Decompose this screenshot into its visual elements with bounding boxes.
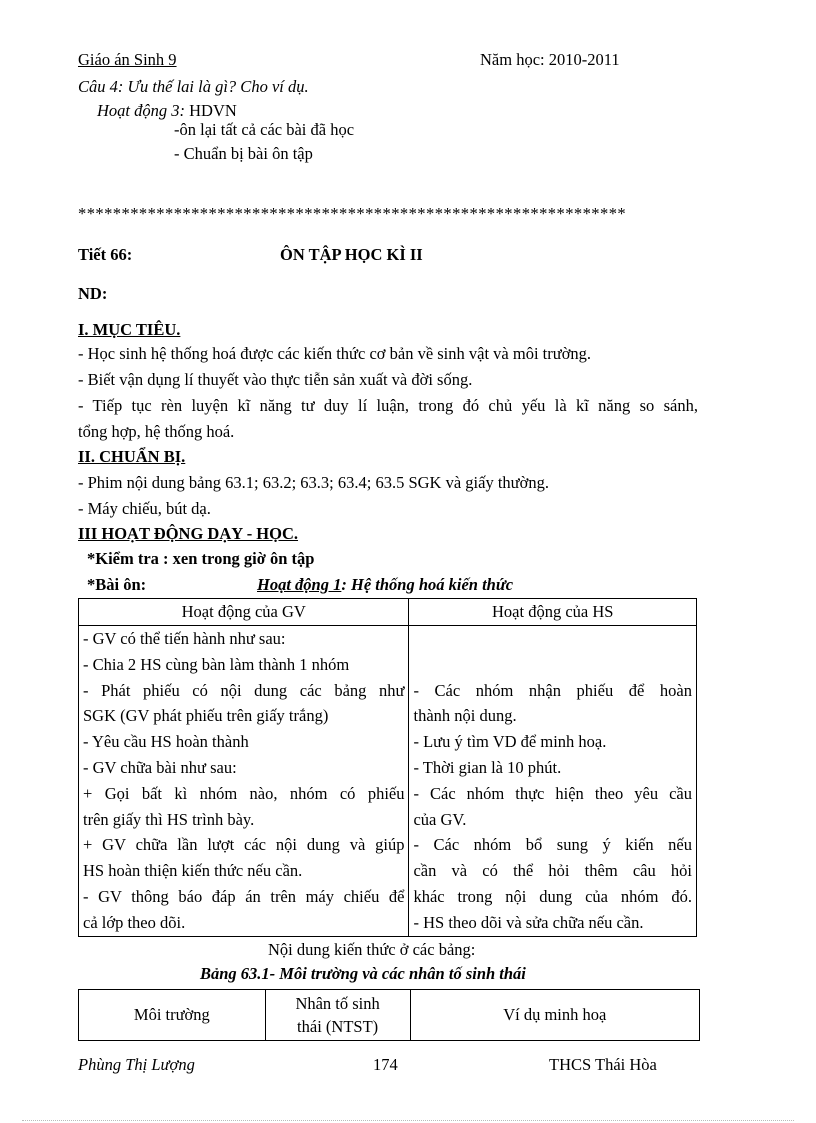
gv-line: - GV có thể tiến hành như sau: — [83, 629, 286, 648]
hs-line: - Các nhóm nhận phiếu để hoàn — [413, 680, 692, 700]
hs-line: - Thời gian là 10 phút. — [413, 757, 562, 777]
hs-line — [413, 626, 692, 652]
hs-line — [413, 652, 692, 678]
preparation-line: - Máy chiếu, bút dạ. — [78, 499, 211, 518]
hs-cell — [409, 626, 697, 937]
col-header-example: Ví dụ minh hoạ — [410, 990, 699, 1041]
nd-label: ND: — [78, 284, 108, 303]
preparation-line: - Phim nội dung bảng 63.1; 63.2; 63.3; 63.4; 63.5 SGK và giấy thường. — [78, 473, 549, 492]
objective-line: - Tiếp tục rèn luyện kĩ năng tư duy lí luận, trong đó chủ yếu là kĩ năng so sánh, — [78, 396, 698, 415]
col-header-environment: Môi trường — [79, 990, 266, 1041]
col-header-ecological-factor — [265, 990, 410, 1041]
objective-line: - Học sinh hệ thống hoá được các kiến thức cơ bản về sinh vật và môi trường. — [78, 344, 592, 363]
hs-line: - Các nhóm bổ sung ý kiến nếu — [413, 835, 692, 855]
hs-line: thành nội dung. — [413, 706, 517, 726]
gv-line: trên giấy thì HS trình bày. — [83, 809, 255, 829]
header-school-year: Năm học: 2010-2011 — [480, 50, 620, 69]
hs-line: của GV. — [413, 809, 467, 829]
activity-3-label: Hoạt động 3: — [97, 101, 185, 120]
col-header-hs: Hoạt động của HS — [409, 599, 697, 626]
environment-table — [78, 989, 700, 1041]
gv-line: cả lớp theo dõi. — [83, 912, 186, 932]
table-2-caption: Bảng 63.1- Môi trường và các nhân tố sinh thái — [200, 964, 526, 983]
check-line: *Kiểm tra : xen trong giờ ôn tập — [87, 549, 315, 568]
footer-author: Phùng Thị Lượng — [78, 1055, 195, 1074]
hs-line: - HS theo dõi và sửa chữa nếu cần. — [413, 912, 644, 932]
hs-line: - Lưu ý tìm VD để minh hoạ. — [413, 732, 607, 752]
hs-line: - Các nhóm thực hiện theo yêu cầu — [413, 783, 692, 803]
footer-school: THCS Thái Hòa — [549, 1055, 657, 1074]
question-4: Câu 4: Ưu thế lai là gì? Cho ví dụ. — [78, 77, 309, 96]
activity-table — [78, 598, 697, 937]
footer-page-number: 174 — [373, 1055, 398, 1074]
col-header-ecological-factor-line1: Nhân tố sinh — [295, 994, 380, 1013]
page-bottom-rule — [22, 1120, 794, 1121]
gv-line: - Chia 2 HS cùng bàn làm thành 1 nhóm — [83, 654, 350, 674]
table-row — [79, 626, 697, 937]
activity-3 — [97, 101, 237, 121]
hs-line: khác trong nội dung của nhóm đó. — [413, 886, 692, 906]
section-3-heading: III HOẠT ĐỘNG DẠY - HỌC. — [78, 524, 299, 543]
gv-line: - Phát phiếu có nội dung các bảng như — [83, 680, 405, 700]
table-header-row — [79, 990, 700, 1041]
table-header-row — [79, 599, 697, 626]
gv-line: HS hoàn thiện kiến thức nếu cần. — [83, 861, 303, 881]
gv-line: + GV chữa lần lượt các nội dung và giúp — [83, 835, 405, 855]
gv-line: + Gọi bất kì nhóm nào, nhóm có phiếu — [83, 783, 405, 803]
activity-1-label: Hoạt động 1 — [257, 575, 342, 594]
section-2-heading: II. CHUẨN BỊ. — [78, 447, 186, 466]
gv-line: - GV chữa bài như sau: — [83, 757, 237, 777]
activity-1-rest: : Hệ thống hoá kiến thức — [341, 575, 514, 594]
content-intro: Nội dung kiến thức ở các bảng: — [268, 940, 476, 959]
objective-line: tổng hợp, hệ thống hoá. — [78, 422, 235, 441]
section-1-heading: I. MỤC TIÊU. — [78, 320, 181, 339]
objective-line: - Biết vận dụng lí thuyết vào thực tiễn sản xuất và đời sống. — [78, 370, 473, 389]
gv-cell — [79, 626, 409, 937]
prev-item-1: -ôn lại tất cả các bài đã học — [174, 120, 355, 139]
review-label: *Bài ôn: — [87, 575, 147, 594]
header-subject: Giáo án Sinh 9 — [78, 50, 177, 69]
gv-line: - GV thông báo đáp án trên máy chiếu để — [83, 886, 405, 906]
gv-line: SGK (GV phát phiếu trên giấy trắng) — [83, 706, 329, 726]
separator: *************************************************************** — [78, 204, 627, 223]
col-header-gv: Hoạt động của GV — [79, 599, 409, 626]
activity-3-value: HDVN — [185, 101, 237, 120]
lesson-title: ÔN TẬP HỌC KÌ II — [280, 245, 423, 264]
prev-item-2: - Chuẩn bị bài ôn tập — [174, 144, 313, 163]
lesson-label: Tiết 66: — [78, 245, 133, 264]
gv-line: - Yêu cầu HS hoàn thành — [83, 732, 249, 752]
hs-line: cần và có thể hỏi thêm câu hỏi — [413, 861, 692, 881]
activity-1-heading — [257, 575, 513, 595]
col-header-ecological-factor-line2: thái (NTST) — [297, 1017, 379, 1036]
